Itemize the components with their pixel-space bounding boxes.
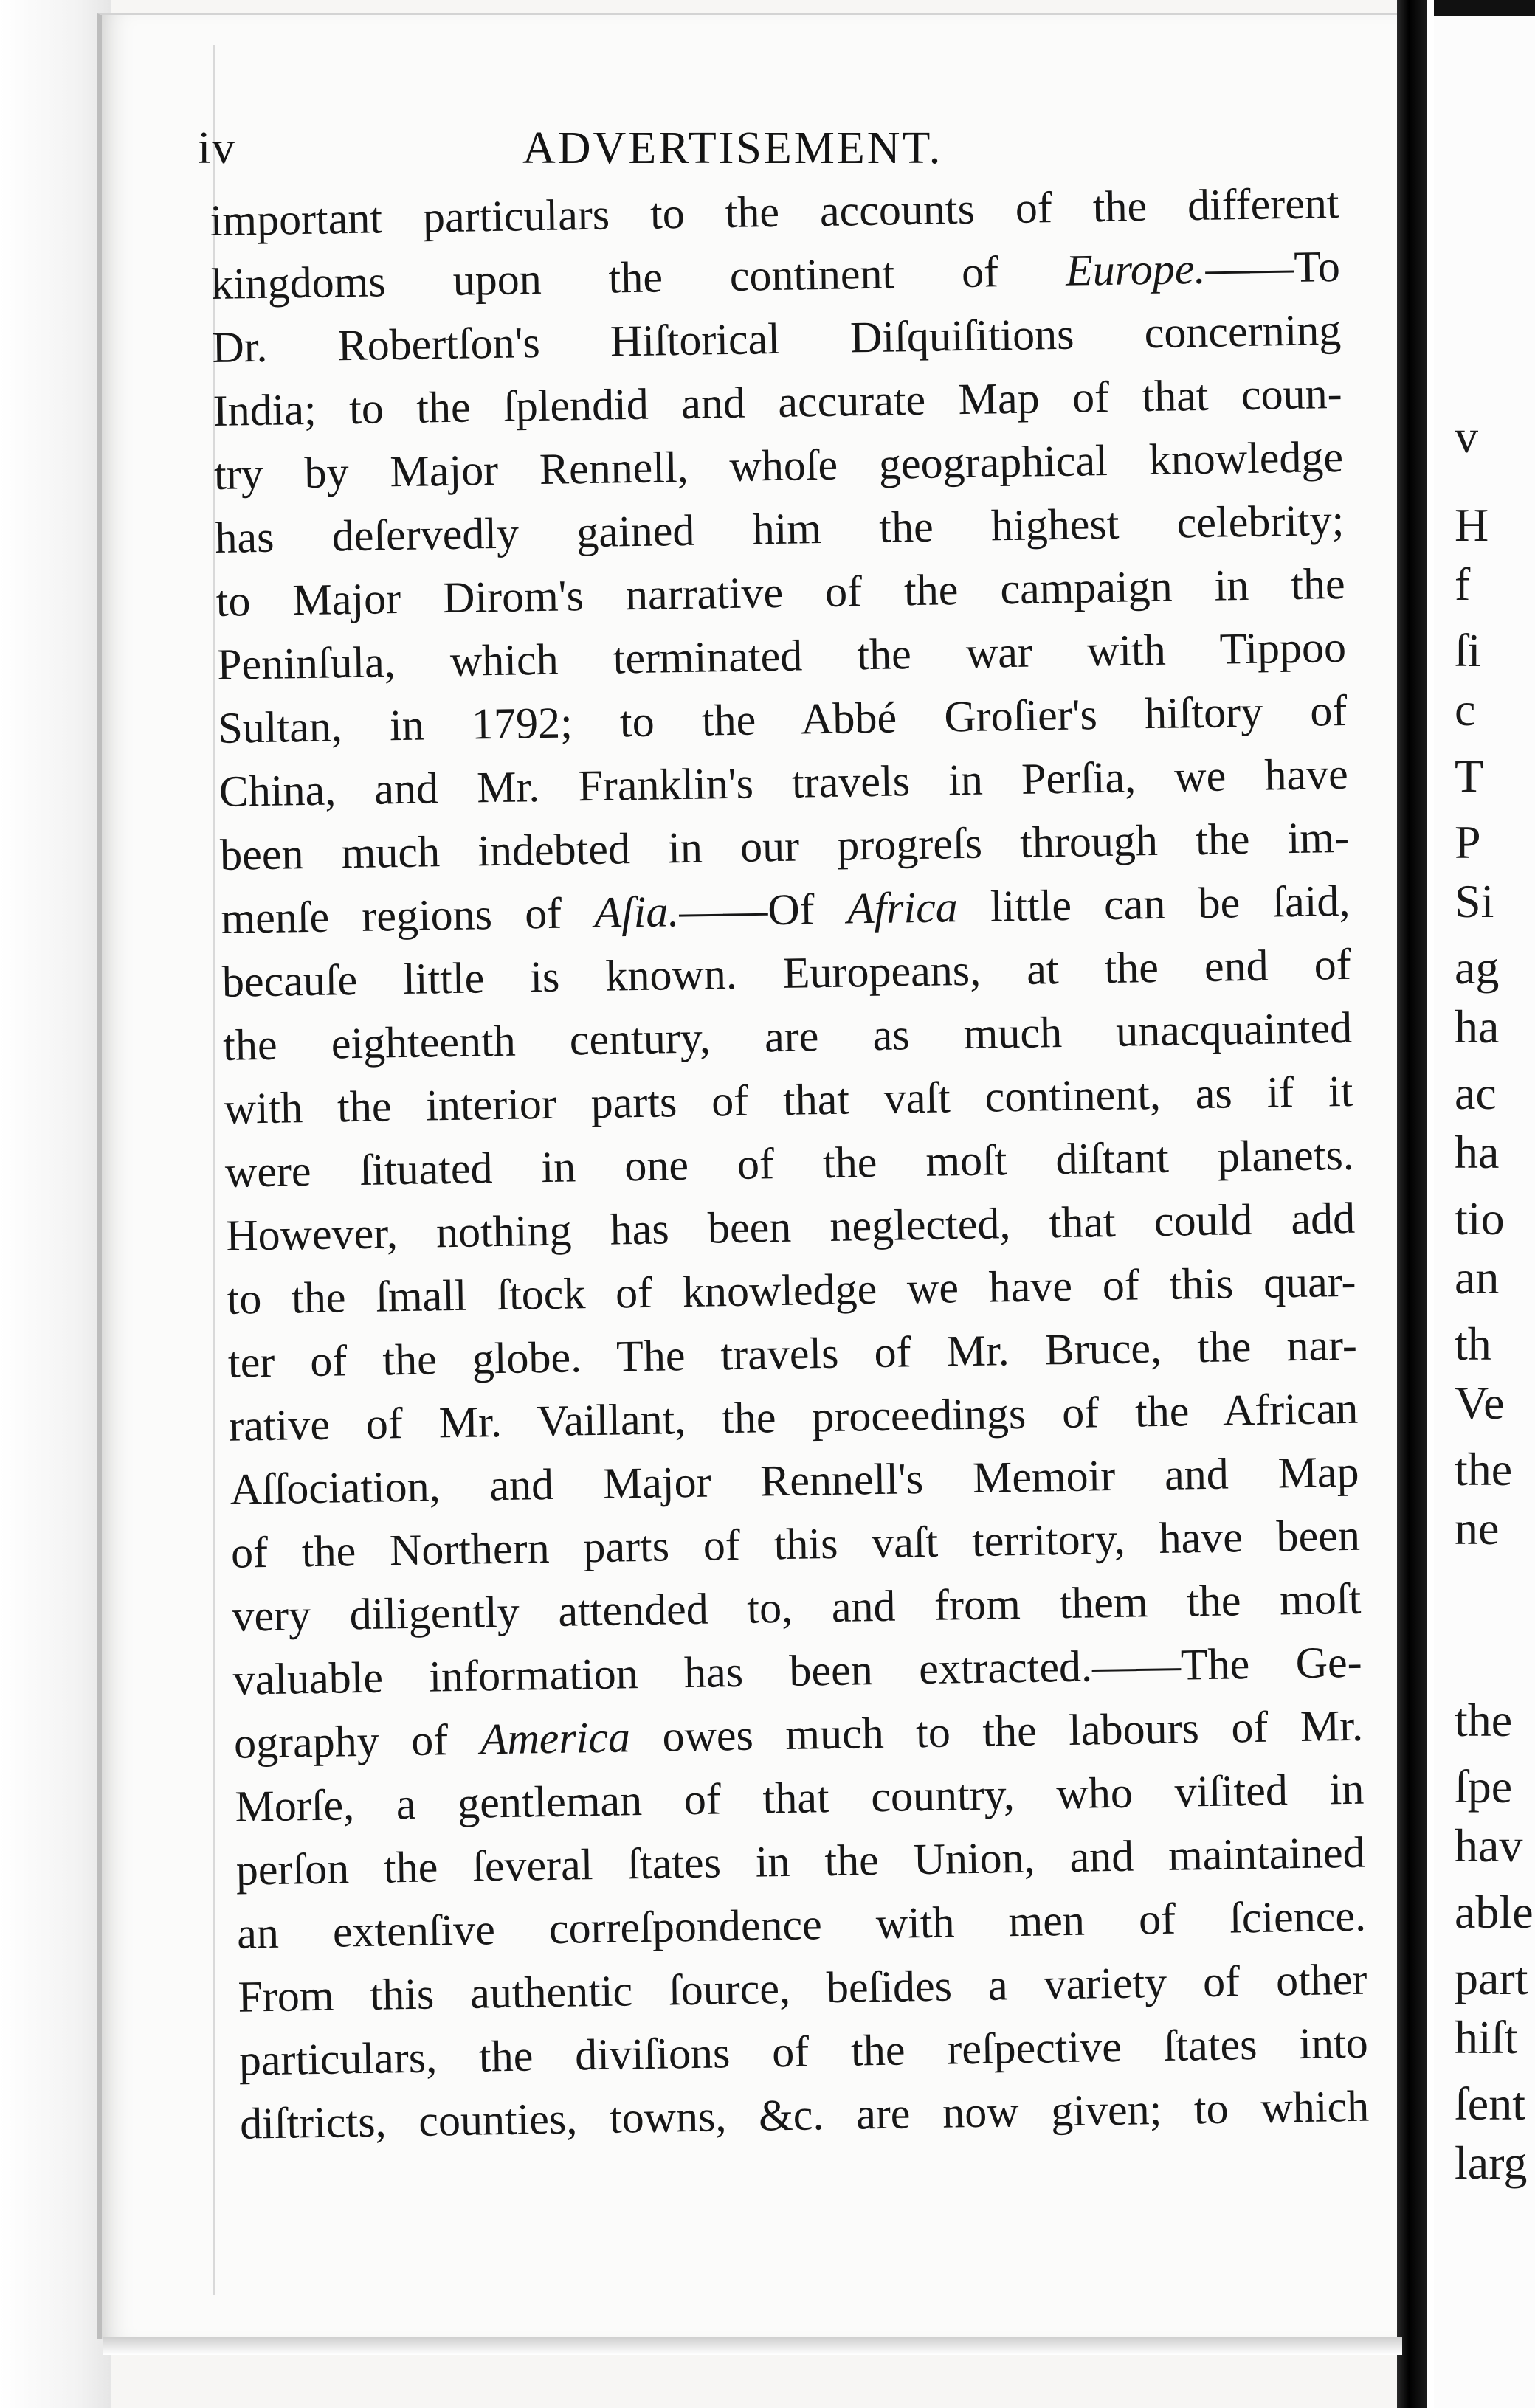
facing-page-text-fragment: tio [1455,1192,1505,1245]
facing-page-text-fragment: ſpe [1455,1760,1513,1813]
italic-word: America [480,1712,631,1764]
facing-page-text-fragment: Ve [1455,1377,1505,1429]
gutter-edge [1427,0,1434,2408]
facing-page-text-fragment: ne [1455,1502,1500,1554]
facing-page-text-fragment: ha [1455,1000,1500,1053]
text-run: ter of the globe. The travels of Mr. Bruce, the nar- [227,1320,1358,1387]
text-run: From this authentic ſource, beſides a variety of other [237,1954,1367,2021]
text-run: Morſe, a gentleman of that country, who viſited in [234,1764,1365,1831]
text-run: However, nothing has been neglected, that could add [225,1193,1356,1260]
facing-page-text-fragment: P [1455,816,1481,868]
facing-page-text-fragment: v [1455,410,1478,463]
text-run: ography of [233,1715,481,1768]
text-run: Dr. Robertſon's Hiſtorical Diſquiſitions concerning [211,305,1342,372]
facing-page-text-fragment: the [1455,1694,1513,1746]
text-run: little can be ſaid, [957,876,1351,932]
text-run: China, and Mr. Franklin's travels in Perſia, we have [218,749,1349,816]
text-run: particulars, the diviſions of the reſpective ſtates into [238,2018,1369,2085]
facing-page-fragment [1434,0,1535,2408]
facing-page-text-fragment: larg [1455,2137,1528,2189]
page-number: iv [198,123,237,173]
facing-page-text-fragment: T [1455,750,1484,802]
text-run: to the ſmall ſtock of knowledge we have of this quar- [227,1256,1356,1324]
facing-page-text-fragment: ha [1455,1126,1500,1178]
text-run: rative of Mr. Vaillant, the proceedings of the African [228,1383,1359,1450]
text-run: of the Northern parts of this vaſt territory, have been [230,1510,1361,1577]
facing-page-text-fragment: ſent [1455,2077,1525,2130]
italic-word: Africa [846,882,959,933]
text-run: to Major Dirom's narrative of the campaign in the [215,558,1346,626]
italic-word: Europe. [1065,243,1206,295]
facing-page-text-fragment: H [1455,499,1489,551]
facing-page-topbar [1434,0,1535,16]
text-run: diſtricts, counties, towns, &c. are now given; to which [239,2081,1370,2148]
running-head [198,122,1349,177]
facing-page-text-fragment: an [1455,1251,1500,1304]
text-run: perſon the ſeveral ſtates in the Union, and maintained [235,1827,1366,1895]
italic-word: Aſia. [593,887,680,937]
facing-page-text-fragment: c [1455,683,1476,736]
facing-page-text-fragment: Si [1455,875,1494,927]
text-run: owes much to the labours of Mr. [629,1701,1364,1762]
text-run: becauſe little is known. Europeans, at the end of [221,939,1352,1006]
facing-page-text-fragment: th [1455,1318,1491,1370]
text-run: kingdoms upon the continent of [210,246,1066,308]
text-run: Sultan, in 1792; to the Abbé Groſier's hiſtory of [217,685,1348,752]
page-heading: ADVERTISEMENT. [522,123,943,173]
facing-page-text-fragment: f [1455,558,1471,610]
text-run: valuable information has been extracted.——The Ge- [232,1637,1363,1704]
facing-page-text-fragment: hav [1455,1819,1523,1872]
facing-page-text-fragment: ac [1455,1067,1497,1119]
left-margin [0,0,111,2408]
text-run: very diligently attended to, and from them the moſt [231,1574,1362,1641]
facing-page-text-fragment: the [1455,1443,1513,1495]
facing-page-text-fragment: part [1455,1952,1528,2004]
body-text [210,171,1370,2156]
page-bottom-shadow [103,2337,1402,2355]
text-run: ——To [1204,241,1341,293]
text-run: India; to the ſplendid and accurate Map of that coun- [213,368,1343,435]
facing-page-text-fragment: hiſt [1455,2011,1518,2063]
text-run: an extenſive correſpondence with men of ſcience. [236,1891,1367,1958]
text-run: with the interior parts of that vaſt continent, as if it [224,1066,1353,1133]
text-run: Aſſociation, and Major Rennell's Memoir and Map [230,1447,1360,1514]
text-run: important particulars to the accounts of the different [210,178,1340,245]
facing-page-text-fragment: ſi [1455,624,1481,677]
book-gutter [1397,0,1427,2408]
text-run: Peninſula, which terminated the war with Tippoo [216,622,1347,689]
text-run: menſe regions of [221,888,595,943]
text-run: ——Of [678,884,848,936]
text-run: been much indebted in our progreſs through the im- [219,812,1350,879]
text-run: try by Major Rennell, whoſe geographical knowledge [213,432,1344,499]
facing-page-text-fragment: able [1455,1886,1534,1938]
text-run: the eighteenth century, are as much unacquainted [222,1003,1353,1070]
facing-page-text-fragment: ag [1455,941,1500,994]
text-run: were ſituated in one of the moſt diſtant planets. [224,1129,1355,1197]
text-run: has deſervedly gained him the highest celebrity; [214,495,1345,562]
